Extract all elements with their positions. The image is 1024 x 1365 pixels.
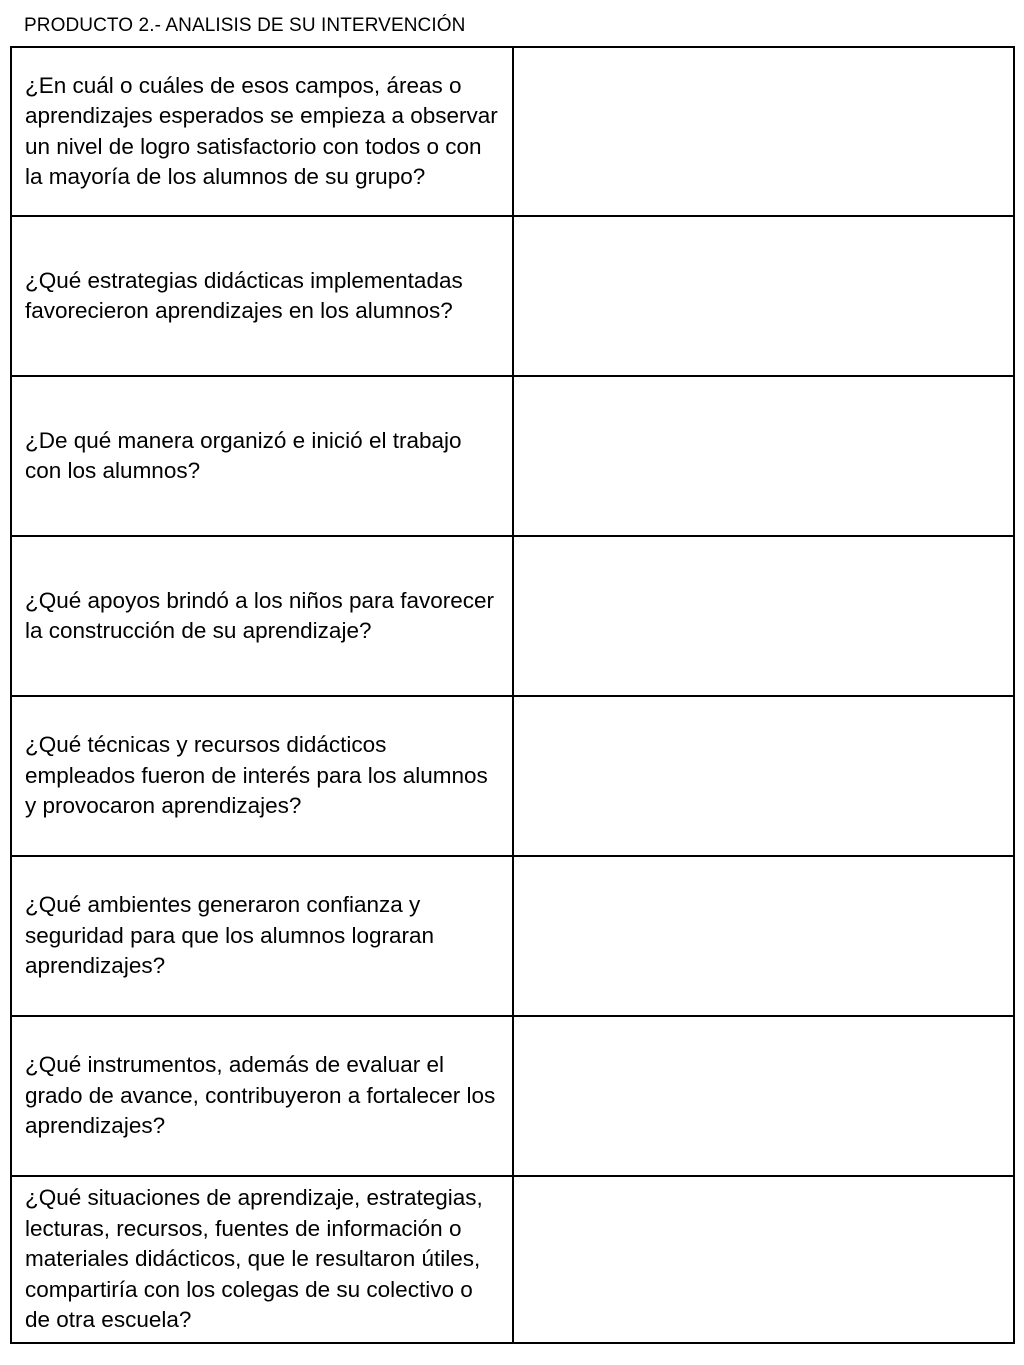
question-text: ¿Qué situaciones de aprendizaje, estrategias, lecturas, recursos, fuentes de información o materiales didácticos, que le resultaron útiles, compartiría con los colegas de su colectivo o de otra escuela? bbox=[25, 1185, 483, 1333]
question-text: ¿En cuál o cuáles de esos campos, áreas o aprendizajes esperados se empieza a observar un nivel de logro satisfactorio con todos o con la mayoría de los alumnos de su grupo? bbox=[25, 72, 498, 189]
question-cell bbox=[11, 696, 513, 856]
question-cell bbox=[11, 376, 513, 536]
answer-cell[interactable] bbox=[513, 856, 1014, 1016]
table-row bbox=[11, 536, 1014, 696]
answer-cell[interactable] bbox=[513, 1176, 1014, 1343]
question-text: ¿Qué apoyos brindó a los niños para favorecer la construcción de su aprendizaje? bbox=[25, 587, 495, 643]
question-text: ¿De qué manera organizó e inició el trabajo con los alumnos? bbox=[25, 427, 462, 483]
question-text: ¿Qué instrumentos, además de evaluar el grado de avance, contribuyeron a fortalecer los aprendizajes? bbox=[25, 1052, 496, 1139]
question-cell bbox=[11, 47, 513, 216]
question-cell bbox=[11, 216, 513, 376]
answer-cell[interactable] bbox=[513, 216, 1014, 376]
question-cell bbox=[11, 856, 513, 1016]
questions-table bbox=[10, 46, 1015, 1344]
table-row bbox=[11, 1016, 1014, 1176]
answer-cell[interactable] bbox=[513, 1016, 1014, 1176]
table-row bbox=[11, 47, 1014, 216]
question-cell bbox=[11, 1016, 513, 1176]
answer-cell[interactable] bbox=[513, 47, 1014, 216]
question-cell bbox=[11, 1176, 513, 1343]
table-row bbox=[11, 696, 1014, 856]
table-row bbox=[11, 216, 1014, 376]
table-row bbox=[11, 1176, 1014, 1343]
answer-cell[interactable] bbox=[513, 536, 1014, 696]
answer-cell[interactable] bbox=[513, 696, 1014, 856]
question-text: ¿Qué técnicas y recursos didácticos empleados fueron de interés para los alumnos y provocaron aprendizajes? bbox=[25, 732, 488, 819]
question-cell bbox=[11, 536, 513, 696]
page-title: PRODUCTO 2.- ANALISIS DE SU INTERVENCIÓN bbox=[24, 15, 466, 36]
table-row bbox=[11, 376, 1014, 536]
question-text: ¿Qué ambientes generaron confianza y seguridad para que los alumnos lograran aprendizajes? bbox=[25, 892, 435, 979]
question-text: ¿Qué estrategias didácticas implementadas favorecieron aprendizajes en los alumnos? bbox=[25, 267, 463, 323]
answer-cell[interactable] bbox=[513, 376, 1014, 536]
table-row bbox=[11, 856, 1014, 1016]
